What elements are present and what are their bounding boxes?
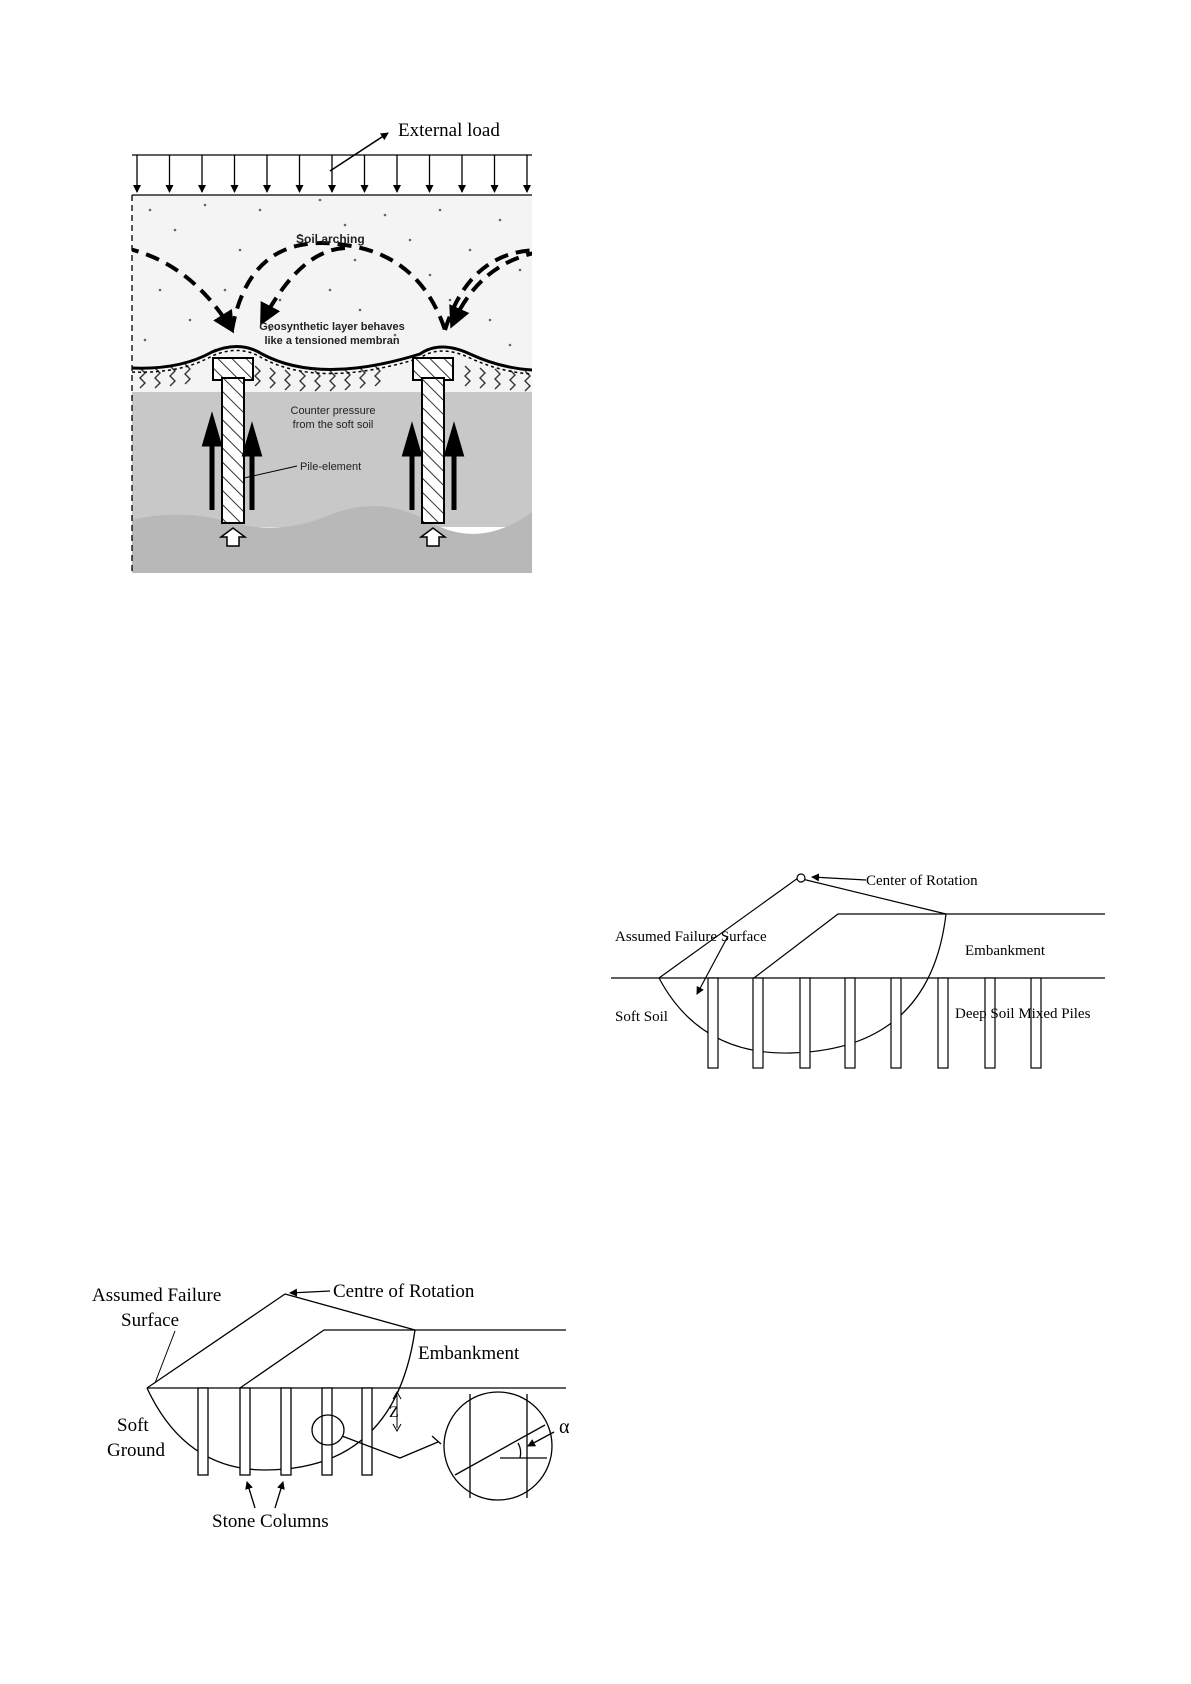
geosynthetic-label-1: Geosynthetic layer behaves: [259, 321, 405, 333]
detail-magnifier-circle: [444, 1392, 552, 1500]
stone-column: [281, 1388, 291, 1475]
stone-column: [198, 1388, 208, 1475]
deep-soil-mixed-pile: [800, 978, 810, 1068]
deep-soil-mixed-pile: [708, 978, 718, 1068]
center-of-rotation-label: Center of Rotation: [866, 873, 978, 889]
soft-ground-label-1: Soft: [117, 1415, 149, 1436]
center-of-rotation-marker: [797, 874, 805, 882]
counter-pressure-label-1: Counter pressure: [290, 405, 376, 417]
centre-of-rotation-label: Centre of Rotation: [333, 1281, 475, 1302]
stone-columns-label: Stone Columns: [212, 1511, 329, 1532]
deep-soil-mixed-pile: [938, 978, 948, 1068]
stone-column: [240, 1388, 250, 1475]
deep-soil-mixed-piles-label: Deep Soil Mixed Piles: [955, 1006, 1091, 1022]
counter-pressure-label-2: from the soft soil: [292, 419, 374, 431]
deep-soil-mixed-pile: [891, 978, 901, 1068]
stone-column: [322, 1388, 332, 1475]
external-load-label: External load: [398, 120, 500, 141]
stone-columns: [198, 1388, 372, 1475]
deep-soil-mixed-pile: [985, 978, 995, 1068]
pile-element-label: Pile-element: [300, 461, 362, 473]
figure-2-deep-soil-mixed-piles: [611, 874, 1105, 1068]
alpha-label: α: [559, 1416, 570, 1438]
deep-soil-mixed-pile: [845, 978, 855, 1068]
load-arrow-set: [137, 155, 527, 192]
embankment-label: Embankment: [418, 1343, 520, 1364]
stone-column: [362, 1388, 372, 1475]
deep-soil-mixed-piles: [708, 978, 1041, 1068]
deep-soil-mixed-pile: [1031, 978, 1041, 1068]
deep-soil-mixed-pile: [753, 978, 763, 1068]
assumed-failure-label-1: Assumed Failure: [92, 1285, 222, 1306]
assumed-failure-surface-label: Assumed Failure Surface: [615, 929, 767, 945]
z-dimension-label: Z: [389, 1404, 399, 1421]
soft-ground-label-2: Ground: [107, 1440, 166, 1461]
geosynthetic-label-2: like a tensioned membran: [264, 335, 400, 347]
assumed-failure-label-2: Surface: [121, 1310, 180, 1331]
soft-soil-label: Soft Soil: [615, 1009, 668, 1025]
firm-base-layer: [132, 535, 532, 575]
embankment-outline: [754, 914, 1105, 978]
figure-1-pile-geosynthetic: [125, 120, 540, 575]
embankment-label: Embankment: [965, 943, 1045, 959]
soil-arching-label: Soil arching: [296, 232, 365, 246]
figure-3-stone-columns: [147, 1291, 566, 1508]
